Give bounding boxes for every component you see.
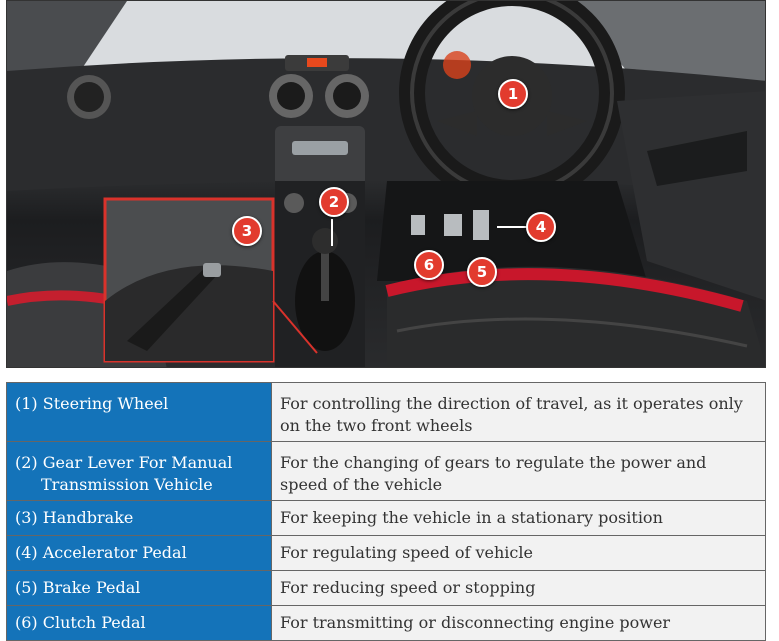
table-row	[7, 606, 766, 641]
marker-5: 5	[467, 257, 497, 287]
car-interior-photo	[6, 0, 766, 368]
marker-2: 2	[319, 187, 349, 217]
control-name-cell	[7, 571, 272, 606]
control-name-cell	[7, 606, 272, 641]
marker-3: 3	[232, 216, 262, 246]
table-row	[7, 536, 766, 571]
control-description-cell	[272, 501, 766, 536]
marker-1: 1	[498, 79, 528, 109]
control-description-cell	[272, 442, 766, 501]
control-description: For controlling the direction of travel, as it operates only on the two front wheels	[280, 394, 743, 435]
control-name-cell	[7, 442, 272, 501]
control-name-cell	[7, 536, 272, 571]
table-row	[7, 501, 766, 536]
control-name: (2) Gear Lever For Manual	[15, 453, 233, 472]
control-description-cell	[272, 536, 766, 571]
controls-legend-table	[6, 382, 766, 641]
control-name: (5) Brake Pedal	[15, 578, 141, 597]
control-description: For regulating speed of vehicle	[280, 543, 533, 562]
table-row	[7, 383, 766, 442]
marker-6: 6	[414, 250, 444, 280]
control-description-cell	[272, 606, 766, 641]
table-row	[7, 442, 766, 501]
control-description-cell	[272, 383, 766, 442]
control-name-cell	[7, 501, 272, 536]
control-description: For reducing speed or stopping	[280, 578, 536, 597]
control-description: For keeping the vehicle in a stationary position	[280, 508, 663, 527]
control-name-cell	[7, 383, 272, 442]
control-name: (4) Accelerator Pedal	[15, 543, 187, 562]
control-name: (6) Clutch Pedal	[15, 613, 146, 632]
control-description: For the changing of gears to regulate the power and speed of the vehicle	[280, 453, 707, 494]
table-row	[7, 571, 766, 606]
marker-4: 4	[526, 212, 556, 242]
control-name: (3) Handbrake	[15, 508, 134, 527]
control-description: For transmitting or disconnecting engine power	[280, 613, 671, 632]
control-description-cell	[272, 571, 766, 606]
car-interior-illustration	[7, 1, 766, 368]
control-name-continued: Transmission Vehicle	[41, 475, 213, 494]
control-name: (1) Steering Wheel	[15, 394, 169, 413]
